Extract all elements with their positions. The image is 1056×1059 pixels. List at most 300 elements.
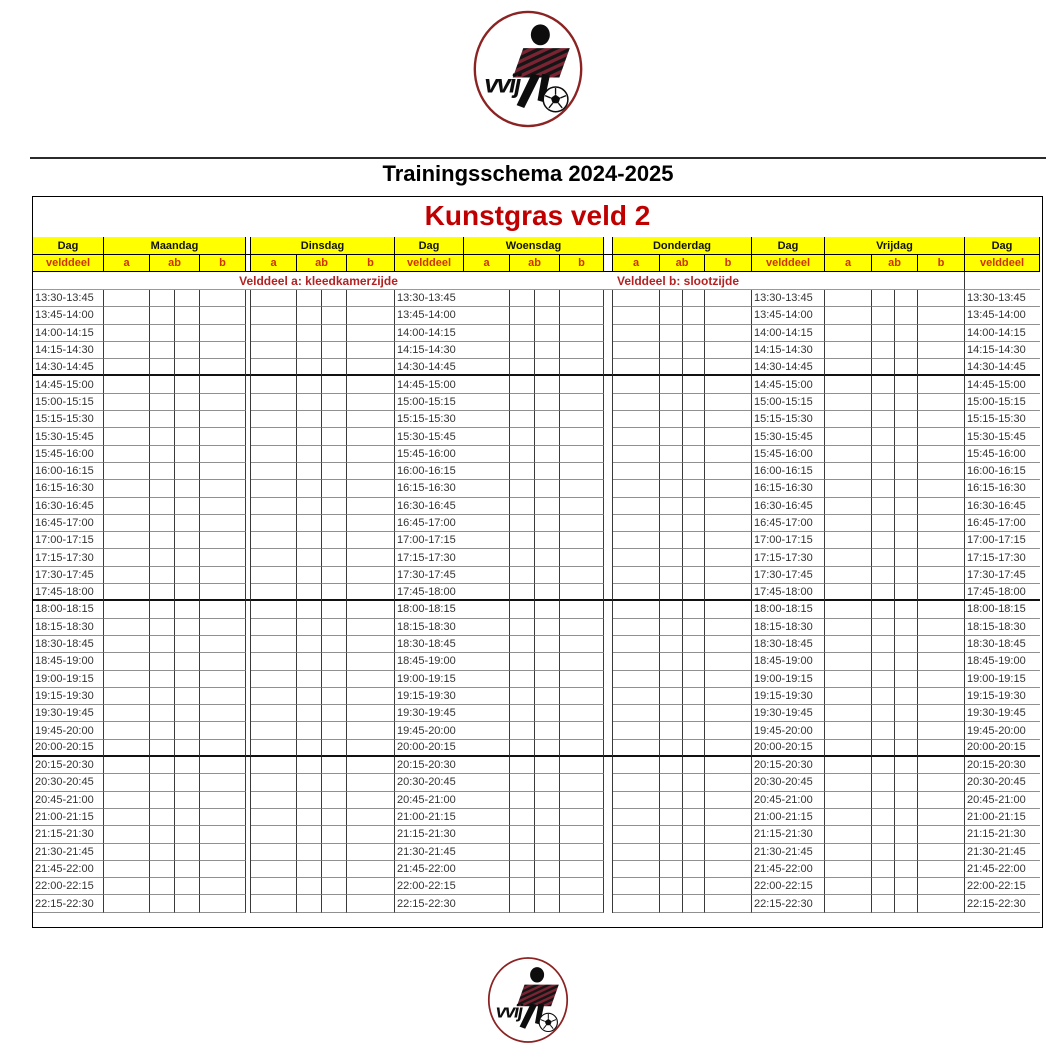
- slot-cell-a: [464, 532, 510, 549]
- time-cell: 21:00-21:15: [965, 809, 1040, 826]
- slot-cell-ab: [535, 636, 560, 653]
- time-cell: 18:30-18:45: [33, 636, 104, 653]
- slot-cell-ab: [175, 619, 200, 636]
- gap-column: [604, 428, 613, 445]
- slot-cell-b: [918, 498, 965, 515]
- slot-cell-ab: [322, 325, 347, 342]
- time-cell: 22:15-22:30: [752, 895, 825, 912]
- time-cell: 13:45-14:00: [33, 307, 104, 324]
- slot-cell-ab: [872, 549, 895, 566]
- slot-cell-b: [347, 809, 395, 826]
- time-cell: 14:15-14:30: [33, 342, 104, 359]
- gap-column: [604, 532, 613, 549]
- schedule-grid: [33, 237, 1040, 927]
- time-cell: 15:15-15:30: [965, 411, 1040, 428]
- slot-cell-b: [918, 878, 965, 895]
- slot-cell-b: [347, 480, 395, 497]
- slot-cell-a: [825, 567, 872, 584]
- slot-cell-ab: [297, 601, 322, 618]
- slot-cell-b: [705, 826, 752, 843]
- slot-cell-ab: [660, 688, 683, 705]
- slot-cell-b: [347, 463, 395, 480]
- slot-cell-a: [825, 463, 872, 480]
- slot-cell-ab: [297, 895, 322, 912]
- slot-cell-ab: [895, 861, 918, 878]
- slot-cell-b: [200, 376, 246, 393]
- slot-cell-a: [104, 584, 150, 601]
- slot-cell-b: [705, 774, 752, 791]
- note-spacer: [752, 272, 965, 290]
- slot-cell-b: [200, 394, 246, 411]
- slot-cell-ab: [535, 376, 560, 393]
- time-cell: 14:30-14:45: [395, 359, 464, 376]
- slot-cell-b: [705, 584, 752, 601]
- slot-cell-a: [825, 809, 872, 826]
- time-cell: 20:15-20:30: [752, 757, 825, 774]
- slot-cell-b: [560, 792, 604, 809]
- slot-cell-a: [251, 671, 297, 688]
- time-cell: 13:30-13:45: [752, 290, 825, 307]
- slot-cell-ab: [683, 653, 705, 670]
- slot-cell-ab: [297, 705, 322, 722]
- slot-cell-ab: [297, 757, 322, 774]
- slot-cell-b: [918, 567, 965, 584]
- slot-cell-ab: [895, 757, 918, 774]
- slot-cell-ab: [660, 878, 683, 895]
- slot-cell-ab: [297, 359, 322, 376]
- slot-cell-b: [705, 498, 752, 515]
- slot-cell-ab: [535, 722, 560, 739]
- time-cell: 16:00-16:15: [965, 463, 1040, 480]
- time-cell: 20:15-20:30: [395, 757, 464, 774]
- slot-cell-ab: [150, 411, 175, 428]
- slot-cell-ab: [150, 619, 175, 636]
- slot-cell-b: [560, 653, 604, 670]
- slot-cell-ab: [175, 774, 200, 791]
- slot-cell-ab: [660, 671, 683, 688]
- club-logo-bottom: [486, 954, 570, 1046]
- gap-column: [604, 619, 613, 636]
- slot-cell-ab: [510, 861, 535, 878]
- slot-cell-a: [613, 498, 660, 515]
- slot-cell-b: [347, 498, 395, 515]
- slot-cell-b: [705, 307, 752, 324]
- slot-cell-a: [251, 567, 297, 584]
- dag-header: Dag: [965, 237, 1040, 255]
- slot-cell-ab: [535, 757, 560, 774]
- slot-cell-a: [104, 792, 150, 809]
- slot-cell-a: [251, 722, 297, 739]
- slot-cell-b: [560, 342, 604, 359]
- time-cell: 14:00-14:15: [752, 325, 825, 342]
- slot-cell-ab: [175, 290, 200, 307]
- slot-cell-ab: [150, 792, 175, 809]
- slot-cell-a: [251, 359, 297, 376]
- time-cell: 21:45-22:00: [33, 861, 104, 878]
- slot-cell-ab: [660, 740, 683, 757]
- slot-cell-a: [104, 653, 150, 670]
- time-cell: 17:30-17:45: [965, 567, 1040, 584]
- slot-cell-ab: [322, 619, 347, 636]
- slot-cell-b: [705, 844, 752, 861]
- slot-cell-a: [464, 722, 510, 739]
- note-spacer: [965, 272, 1040, 290]
- time-cell: 17:15-17:30: [752, 549, 825, 566]
- slot-cell-ab: [683, 480, 705, 497]
- slot-cell-b: [560, 290, 604, 307]
- slot-cell-b: [918, 325, 965, 342]
- slot-cell-ab: [535, 861, 560, 878]
- slot-cell-a: [464, 671, 510, 688]
- slot-cell-b: [347, 601, 395, 618]
- slot-cell-ab: [683, 394, 705, 411]
- slot-cell-ab: [535, 584, 560, 601]
- slot-cell-ab: [683, 809, 705, 826]
- slot-cell-b: [705, 757, 752, 774]
- slot-cell-a: [251, 774, 297, 791]
- time-cell: 18:15-18:30: [395, 619, 464, 636]
- slot-cell-a: [104, 359, 150, 376]
- slot-cell-a: [464, 549, 510, 566]
- slot-cell-a: [104, 740, 150, 757]
- slot-cell-b: [347, 705, 395, 722]
- slot-cell-a: [613, 532, 660, 549]
- slot-cell-ab: [150, 826, 175, 843]
- slot-cell-a: [613, 463, 660, 480]
- time-cell: 16:30-16:45: [395, 498, 464, 515]
- slot-cell-ab: [535, 792, 560, 809]
- slot-cell-a: [464, 428, 510, 445]
- slot-cell-ab: [683, 826, 705, 843]
- slot-cell-ab: [872, 844, 895, 861]
- slot-cell-a: [464, 376, 510, 393]
- slot-cell-ab: [872, 359, 895, 376]
- slot-cell-ab: [872, 757, 895, 774]
- slot-cell-ab: [872, 515, 895, 532]
- slot-cell-ab: [535, 325, 560, 342]
- slot-cell-a: [613, 809, 660, 826]
- slot-cell-b: [918, 549, 965, 566]
- slot-cell-b: [347, 671, 395, 688]
- slot-cell-ab: [895, 342, 918, 359]
- time-cell: 19:30-19:45: [33, 705, 104, 722]
- gap-column: [604, 290, 613, 307]
- slot-cell-ab: [895, 463, 918, 480]
- slot-cell-ab: [872, 774, 895, 791]
- slot-cell-ab: [872, 584, 895, 601]
- slot-cell-b: [200, 826, 246, 843]
- slot-cell-ab: [150, 463, 175, 480]
- slot-cell-ab: [895, 895, 918, 912]
- slot-cell-ab: [322, 601, 347, 618]
- slot-cell-a: [613, 722, 660, 739]
- gap-column: [604, 307, 613, 324]
- slot-cell-ab: [872, 567, 895, 584]
- slot-cell-a: [825, 394, 872, 411]
- slot-cell-ab: [175, 705, 200, 722]
- slot-cell-a: [613, 740, 660, 757]
- slot-cell-ab: [150, 653, 175, 670]
- time-cell: 21:30-21:45: [965, 844, 1040, 861]
- slot-cell-a: [825, 757, 872, 774]
- slot-cell-b: [705, 394, 752, 411]
- time-cell: 17:15-17:30: [395, 549, 464, 566]
- slot-cell-b: [705, 567, 752, 584]
- gap-column: [604, 359, 613, 376]
- slot-cell-b: [918, 359, 965, 376]
- slot-cell-b: [918, 290, 965, 307]
- slot-cell-ab: [322, 895, 347, 912]
- slot-cell-ab: [510, 809, 535, 826]
- gap-column: [604, 809, 613, 826]
- slot-cell-a: [613, 826, 660, 843]
- slot-cell-ab: [872, 342, 895, 359]
- time-cell: 21:15-21:30: [752, 826, 825, 843]
- slot-cell-ab: [297, 619, 322, 636]
- slot-cell-ab: [322, 826, 347, 843]
- time-cell: 14:45-15:00: [395, 376, 464, 393]
- time-cell: 21:30-21:45: [752, 844, 825, 861]
- slot-cell-ab: [510, 359, 535, 376]
- slot-cell-ab: [660, 809, 683, 826]
- slot-cell-b: [347, 878, 395, 895]
- slot-cell-ab: [297, 688, 322, 705]
- slot-cell-ab: [660, 480, 683, 497]
- gap-column: [604, 394, 613, 411]
- slot-cell-a: [251, 740, 297, 757]
- slot-cell-ab: [175, 325, 200, 342]
- title-divider: [30, 157, 1046, 159]
- slot-cell-b: [347, 636, 395, 653]
- slot-cell-a: [251, 480, 297, 497]
- slot-cell-a: [464, 757, 510, 774]
- slot-cell-ab: [510, 428, 535, 445]
- note-velddeel-a: Velddeel a: kleedkamerzijde: [33, 272, 604, 290]
- slot-cell-a: [613, 584, 660, 601]
- slot-cell-ab: [895, 446, 918, 463]
- slot-cell-ab: [535, 688, 560, 705]
- slot-cell-ab: [322, 774, 347, 791]
- time-cell: 18:45-19:00: [965, 653, 1040, 670]
- slot-cell-b: [200, 498, 246, 515]
- slot-cell-ab: [660, 705, 683, 722]
- slot-cell-b: [560, 601, 604, 618]
- slot-cell-ab: [660, 290, 683, 307]
- slot-cell-ab: [322, 498, 347, 515]
- time-cell: 17:45-18:00: [33, 584, 104, 601]
- slot-cell-b: [705, 861, 752, 878]
- time-cell: 22:00-22:15: [752, 878, 825, 895]
- gap-column: [604, 515, 613, 532]
- slot-cell-ab: [175, 809, 200, 826]
- slot-cell-b: [347, 861, 395, 878]
- slot-cell-ab: [535, 774, 560, 791]
- player-head: [530, 967, 544, 982]
- slot-cell-a: [825, 549, 872, 566]
- time-cell: 19:45-20:00: [33, 722, 104, 739]
- slot-cell-b: [918, 688, 965, 705]
- slot-cell-ab: [150, 688, 175, 705]
- slot-cell-b: [560, 359, 604, 376]
- time-cell: 18:15-18:30: [33, 619, 104, 636]
- slot-cell-a: [613, 480, 660, 497]
- slot-cell-b: [200, 584, 246, 601]
- slot-cell-ab: [872, 705, 895, 722]
- slot-cell-ab: [895, 878, 918, 895]
- time-cell: 14:15-14:30: [965, 342, 1040, 359]
- slot-cell-b: [200, 671, 246, 688]
- slot-cell-a: [464, 342, 510, 359]
- slot-cell-b: [918, 515, 965, 532]
- slot-cell-a: [104, 532, 150, 549]
- slot-cell-b: [918, 601, 965, 618]
- slot-cell-ab: [660, 826, 683, 843]
- slot-cell-b: [918, 532, 965, 549]
- slot-cell-a: [825, 307, 872, 324]
- slot-cell-ab: [895, 549, 918, 566]
- slot-cell-a: [613, 619, 660, 636]
- subcol-header-a: a: [825, 255, 872, 272]
- subcol-header-a: a: [251, 255, 297, 272]
- slot-cell-ab: [150, 342, 175, 359]
- slot-cell-ab: [150, 671, 175, 688]
- slot-cell-b: [347, 792, 395, 809]
- time-cell: 14:30-14:45: [33, 359, 104, 376]
- slot-cell-b: [347, 394, 395, 411]
- slot-cell-ab: [175, 722, 200, 739]
- slot-cell-ab: [895, 792, 918, 809]
- slot-cell-ab: [872, 290, 895, 307]
- time-cell: 19:30-19:45: [965, 705, 1040, 722]
- slot-cell-ab: [683, 567, 705, 584]
- slot-cell-ab: [510, 705, 535, 722]
- slot-cell-ab: [150, 498, 175, 515]
- slot-cell-b: [918, 307, 965, 324]
- slot-cell-b: [705, 809, 752, 826]
- slot-cell-ab: [872, 411, 895, 428]
- dag-header: Dag: [752, 237, 825, 255]
- slot-cell-ab: [535, 895, 560, 912]
- slot-cell-ab: [872, 878, 895, 895]
- slot-cell-ab: [175, 653, 200, 670]
- slot-cell-b: [705, 515, 752, 532]
- slot-cell-a: [464, 601, 510, 618]
- slot-cell-ab: [872, 895, 895, 912]
- time-cell: 21:15-21:30: [33, 826, 104, 843]
- slot-cell-a: [464, 567, 510, 584]
- slot-cell-b: [347, 722, 395, 739]
- slot-cell-b: [347, 290, 395, 307]
- slot-cell-ab: [872, 480, 895, 497]
- slot-cell-a: [613, 895, 660, 912]
- slot-cell-a: [825, 861, 872, 878]
- slot-cell-ab: [297, 290, 322, 307]
- slot-cell-ab: [535, 601, 560, 618]
- slot-cell-ab: [322, 428, 347, 445]
- slot-cell-ab: [535, 532, 560, 549]
- slot-cell-b: [200, 532, 246, 549]
- time-cell: 16:15-16:30: [395, 480, 464, 497]
- slot-cell-ab: [683, 498, 705, 515]
- slot-cell-ab: [872, 601, 895, 618]
- slot-cell-a: [464, 844, 510, 861]
- time-cell: 21:30-21:45: [33, 844, 104, 861]
- slot-cell-b: [560, 809, 604, 826]
- slot-cell-ab: [297, 740, 322, 757]
- slot-cell-a: [104, 722, 150, 739]
- slot-cell-ab: [322, 671, 347, 688]
- slot-cell-ab: [535, 515, 560, 532]
- slot-cell-ab: [660, 463, 683, 480]
- slot-cell-b: [200, 844, 246, 861]
- time-cell: 18:45-19:00: [33, 653, 104, 670]
- slot-cell-b: [200, 463, 246, 480]
- slot-cell-b: [918, 861, 965, 878]
- slot-cell-ab: [872, 463, 895, 480]
- slot-cell-ab: [660, 376, 683, 393]
- gap-column: [604, 895, 613, 912]
- slot-cell-b: [200, 774, 246, 791]
- time-cell: 15:45-16:00: [395, 446, 464, 463]
- time-cell: 17:00-17:15: [33, 532, 104, 549]
- slot-cell-a: [613, 325, 660, 342]
- slot-cell-ab: [872, 619, 895, 636]
- slot-cell-b: [200, 411, 246, 428]
- slot-cell-ab: [872, 532, 895, 549]
- time-cell: 20:00-20:15: [33, 740, 104, 757]
- subcol-header-b: b: [705, 255, 752, 272]
- time-cell: 15:00-15:15: [33, 394, 104, 411]
- slot-cell-ab: [510, 844, 535, 861]
- slot-cell-ab: [683, 515, 705, 532]
- slot-cell-a: [251, 792, 297, 809]
- slot-cell-ab: [175, 480, 200, 497]
- slot-cell-ab: [297, 325, 322, 342]
- time-cell: 17:15-17:30: [33, 549, 104, 566]
- slot-cell-ab: [895, 290, 918, 307]
- slot-cell-ab: [510, 878, 535, 895]
- slot-cell-ab: [297, 532, 322, 549]
- slot-cell-a: [251, 463, 297, 480]
- time-cell: 16:45-17:00: [965, 515, 1040, 532]
- slot-cell-ab: [872, 688, 895, 705]
- slot-cell-ab: [535, 809, 560, 826]
- time-cell: 18:30-18:45: [752, 636, 825, 653]
- gap-column: [604, 826, 613, 843]
- slot-cell-ab: [297, 774, 322, 791]
- slot-cell-a: [613, 446, 660, 463]
- slot-cell-b: [705, 463, 752, 480]
- slot-cell-a: [825, 878, 872, 895]
- slot-cell-a: [104, 428, 150, 445]
- slot-cell-ab: [660, 359, 683, 376]
- slot-cell-b: [705, 480, 752, 497]
- time-cell: 18:15-18:30: [752, 619, 825, 636]
- slot-cell-a: [251, 584, 297, 601]
- time-cell: 14:45-15:00: [33, 376, 104, 393]
- slot-cell-ab: [872, 740, 895, 757]
- time-cell: 14:45-15:00: [965, 376, 1040, 393]
- slot-cell-ab: [175, 671, 200, 688]
- slot-cell-b: [347, 549, 395, 566]
- slot-cell-ab: [175, 307, 200, 324]
- slot-cell-ab: [150, 567, 175, 584]
- slot-cell-ab: [322, 636, 347, 653]
- slot-cell-a: [251, 307, 297, 324]
- slot-cell-ab: [297, 463, 322, 480]
- gap-column: [604, 342, 613, 359]
- time-cell: 18:30-18:45: [395, 636, 464, 653]
